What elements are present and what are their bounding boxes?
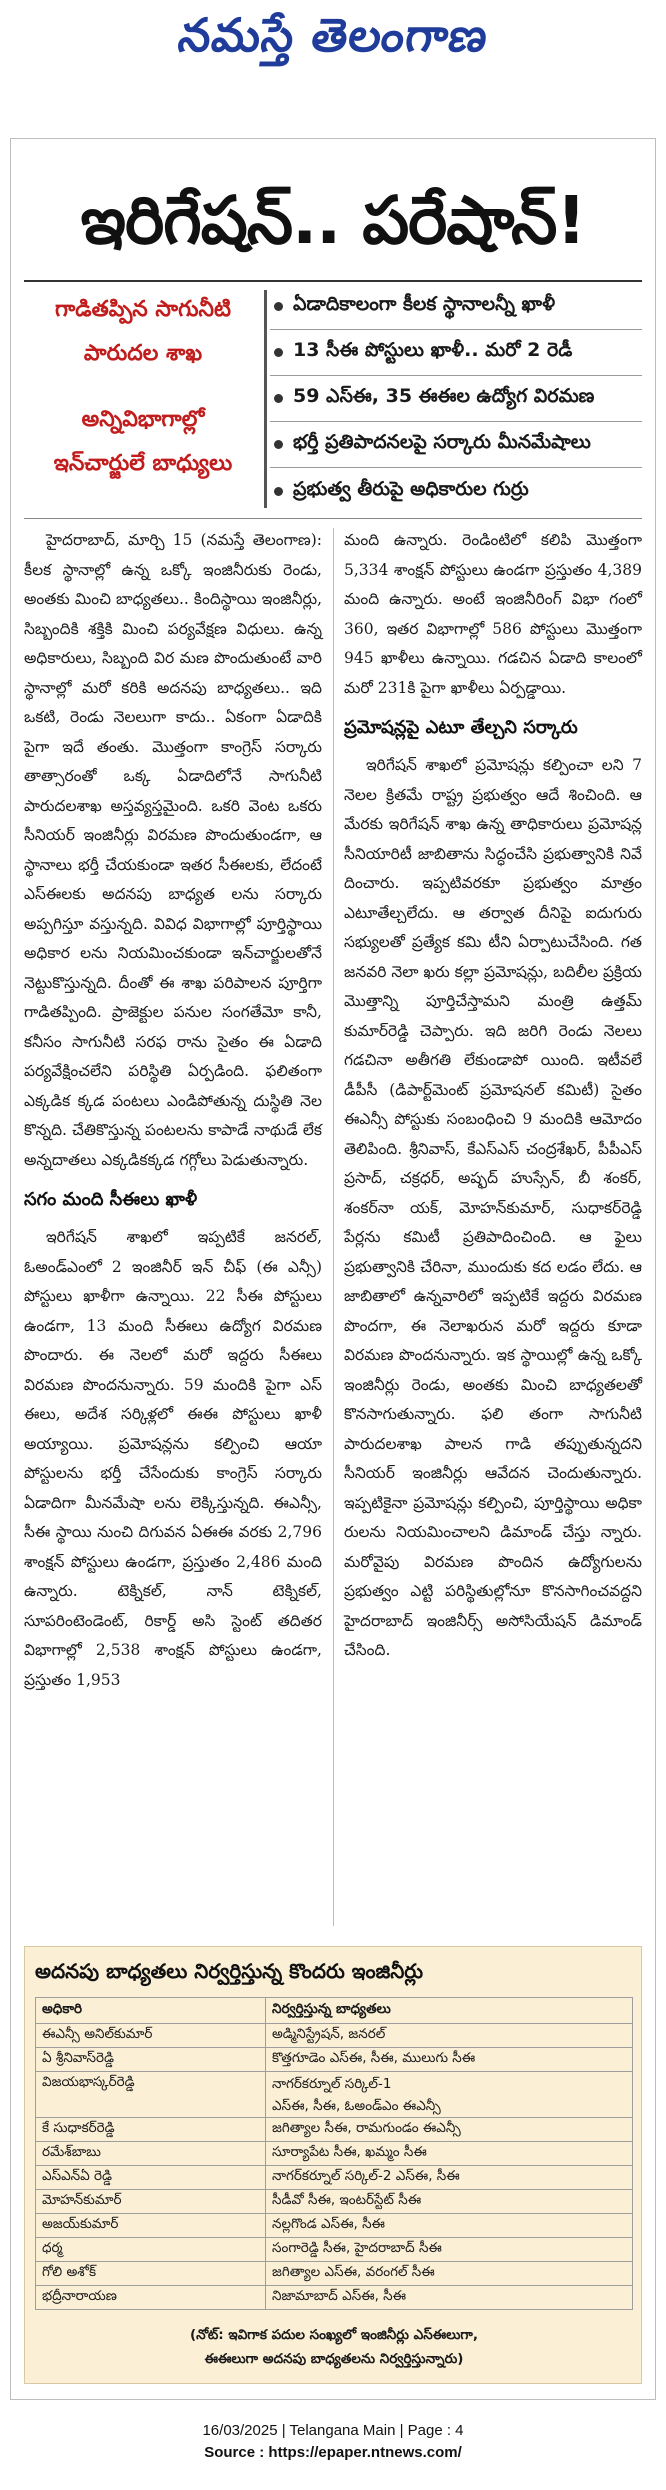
kicker-primary [24, 288, 262, 376]
table-note [35, 2323, 633, 2371]
duties-cell: సీడీవో సీఈ, ఇంటర్‌స్టేట్ సీఈ [266, 2190, 633, 2214]
kicker-secondary-line: అన్నివిభాగాల్లో [81, 407, 205, 432]
officer-cell: గోలి అశోక్ [36, 2262, 266, 2286]
duties-line: నాగర్‌కర్నూల్ సర్కిల్-1 [272, 2075, 392, 2092]
table-header-row [36, 1998, 633, 2024]
bullet-dot-icon [274, 394, 283, 403]
table-row [36, 2214, 633, 2238]
table-row [36, 2072, 633, 2118]
source-link[interactable]: Source : https://epaper.ntnews.com/ [204, 2444, 462, 2461]
table-row [36, 2118, 633, 2142]
duties-cell: జగిత్యాల సీఈ, రామగుండం ఈఎన్సీ [266, 2118, 633, 2142]
bullet-item [270, 376, 642, 422]
bullet-dot-icon [274, 487, 283, 496]
table-header-duties: నిర్వర్తిస్తున్న బాధ్యతలు [266, 1998, 633, 2024]
kicker-secondary-line: ఇన్‌చార్జులే బాధ్యులు [53, 451, 233, 476]
bullet-text: భర్తీ ప్రతిపాదనలపై సర్కారు మీనమేషాలు [293, 431, 591, 453]
kicker-secondary [24, 398, 262, 486]
officer-cell: ఈఎన్సీ అనిల్‌కుమార్ [36, 2024, 266, 2048]
paragraph: హైదరాబాద్, మార్చి 15 (నమస్తే తెలంగాణ): కీలక స్థానాల్లో ఉన్న ఒక్కో ఇంజినీరుకు రెండు, అంతకు మించి బాధ్యతలు.. కిందిస్థాయి ఇంజినీర్లు, సిబ్బందికి శక్తికి మించి పర్యవేక్షణ విధులు. ఉన్న అధికారులు, సిబ్బంది విర మణ పొందుతుంటే వారి స్థానాల్లో మరో కరికి అదనపు బాధ్యతలు.. ఇది ఒకటి, రెండు నెలలుగా కాదు.. ఏకంగా ఏడాదికి పైగా ఇదే తంతు. మొత్తంగా కాంగ్రెస్ సర్కారు తాత్సారంతో ఒక్క ఏడాదిలోనే సాగునీటి పారుదలశాఖ అస్తవ్యస్తమైంది. ఒకరి వెంట ఒకరు సీనియర్ ఇంజినీర్లు విరమణ పొందుతుండగా, ఆ స్థానాలు భర్తీ చేయకుండా ఇతర సీఈలకు, లేదంటే ఎస్‌ఈలకు అదనపు బాధ్యత లను సర్కారు అప్పగిస్తూ వస్తున్నది. వివిధ విభాగాల్లో పూర్తిస్థాయి అధికార లను నియమించకుండా ఇన్‌చార్జులతోనే నెట్టుకొస్తున్నది. దీంతో ఈ శాఖ పరిపాలన పూర్తిగా గాడితప్పింది. ప్రాజెక్టుల పనుల సంగతేమో కానీ, కనీసం సాగునీటి సరఫ రాను సైతం ఈ ఏడాది పర్యవేక్షించలేని పరిస్థితి ఏర్పడింది. ఫలితంగా ఎక్కడిక క్కడ పంటలు ఎండిపోతున్న దుస్థితి నెల కొన్నది. చేతికొస్తున్న పంటలను కాపాడే నాథుడే లేక అన్నదాతలు ఎక్కడికక్కడ గగ్గోలు పెడుతున్నారు. [24, 531, 322, 1169]
duties-cell: జగిత్యాల ఎస్‌ఈ, వరంగల్ సీఈ [266, 2262, 633, 2286]
table-row [36, 2262, 633, 2286]
newspaper-logo: నమస్తే తెలంగాణ [175, 8, 493, 62]
kicker-primary-line: పారుదల శాఖ [83, 341, 203, 366]
duties-cell: కొత్తగూడెం ఎస్‌ఈ, సీఈ, ములుగు సీఈ [266, 2048, 633, 2072]
bullet-text: ప్రభుత్వ తీరుపై అధికారుల గుర్రు [293, 477, 529, 500]
table-title: అదనపు బాధ్యతలు నిర్వర్తిస్తున్న కొందరు ఇంజినీర్లు [35, 1959, 424, 1983]
bullet-dot-icon [274, 348, 283, 357]
duties-cell: అడ్మినిస్ట్రేషన్, జనరల్ [266, 2024, 633, 2048]
paragraph: మంది ఉన్నారు. రెండింటిలో కలిపి మొత్తంగా 5,334 శాంక్షన్ పోస్టులు ఉండగా ప్రస్తుతం 4,389 మంది ఉన్నారు. అంటే ఇంజినీరింగ్ విభా గంలో 360, ఇతర విభాగాల్లో 586 పోస్టులు మొత్తంగా 945 ఖాళీలు ఉన్నాయి. గడచిన ఏడాది కాలంలో మరో 231కి పైగా ఖాళీలు ఏర్పడ్డాయి. [344, 531, 642, 697]
section-rule [24, 518, 642, 519]
bullet-divider [264, 290, 267, 508]
bullet-item [270, 468, 642, 514]
subheading: సగం మంది సీఈలు ఖాళీ [24, 1189, 198, 1210]
kicker-primary-line: గాడితప్పిన సాగునీటి [55, 297, 231, 322]
table-header-officer: అధికారి [36, 1998, 266, 2024]
article-column-right [344, 526, 642, 1666]
bullet-dot-icon [274, 302, 283, 311]
table-row [36, 2190, 633, 2214]
officer-cell: ధర్మ [36, 2238, 266, 2262]
responsibilities-table [35, 1997, 633, 2310]
duties-cell: నాగర్‌కర్నూల్ సర్కిల్-2 ఎస్‌ఈ, సీఈ [266, 2166, 633, 2190]
duties-cell [266, 2072, 633, 2118]
officer-cell: అజయ్‌కుమార్ [36, 2214, 266, 2238]
table-row [36, 2142, 633, 2166]
table-row [36, 2286, 633, 2310]
officer-cell: రమేశ్‌బాబు [36, 2142, 266, 2166]
headline-rule [24, 280, 642, 282]
bullet-item [270, 422, 642, 468]
article-headline: ఇరిగేషన్.. పరేషాన్! [80, 182, 586, 259]
officer-cell: మోహన్‌కుమార్ [36, 2190, 266, 2214]
table-note-line: (నోట్: ఇవిగాక పదుల సంఖ్యలో ఇంజినీర్లు ఎస్‌ఈలుగా, [190, 2327, 478, 2343]
duties-cell: నల్లగొండ ఎస్‌ఈ, సీఈ [266, 2214, 633, 2238]
duties-line: ఎస్‌ఈ, సీఈ, ఓఅండ్‌ఎం ఈఎన్సీ [272, 2097, 441, 2114]
bullet-dot-icon [274, 440, 283, 449]
table-row [36, 2048, 633, 2072]
subheading: ప్రమోషన్లపై ఎటూ తేల్చని సర్కారు [344, 717, 578, 738]
edition-meta: 16/03/2025 | Telangana Main | Page : 4 [202, 2422, 464, 2439]
column-divider [333, 528, 334, 1926]
masthead [0, 0, 666, 80]
duties-cell: సంగారెడ్డి సీఈ, హైదరాబాద్ సీఈ [266, 2238, 633, 2262]
bullet-text: 59 ఎస్‌ఈ, 35 ఈఈల ఉద్యోగ విరమణ [293, 385, 595, 407]
bullet-item [270, 284, 642, 330]
table-row [36, 2024, 633, 2048]
paragraph: ఇరిగేషన్ శాఖలో ప్రమోషన్లు కల్పించా లని 7 నెలల క్రితమే రాష్ట్ర ప్రభుత్వం ఆదే శించింది. ఆ మేరకు ఇరిగేషన్ శాఖ ఉన్న తాధికారులు ప్రమోషన్ల సీనియారిటీ జాబితాను సిద్ధంచేసి ప్రభుత్వానికి నివే దించారు. ఇప్పటివరకూ ప్రభుత్వం మాత్రం ఎటూతేల్చలేదు. ఆ తర్వాత దీనిపై ఐదుగురు సభ్యులతో ప్రత్యేక కమి టీని ఏర్పాటుచేసింది. గత జనవరి నెలా ఖరు కల్లా ప్రమోషన్లు, బదిలీల ప్రక్రియ మొత్తాన్ని పూర్తిచేస్తామని మంత్రి ఉత్తమ్ కుమార్‌రెడ్డి చెప్పారు. ఇది జరిగి రెండు నెలలు గడచినా అతీగతి లేకుండాపో యింది. ఇటీవలే డీపీసీ (డిపార్ట్‌మెంట్ ప్రమోషనల్ కమిటీ) సైతం ఈఎన్సీ పోస్టుకు సంబంధించి 9 మందికి ఆమోదం తెలిపింది. శ్రీనివాస్, కేఎస్‌ఎస్ చంద్రశేఖర్, పీపీఎస్ ప్రసాద్, చక్రధర్, అష్ఫద్ హుస్సేన్, బీ శంకర్, శంకర్‌నా యక్, మోహన్‌కుమార్, సుధాకర్‌రెడ్డి పేర్లను కమిటీ ప్రతిపాదించింది. ఆ ఫైలు ప్రభుత్వానికి చేరినా, ముందుకు కద లడం లేదు. ఆ జాబితాలో ఉన్నవారిలో ఇప్పటికే ఇద్దరు విరమణ పొందగా, ఈ నెలాఖరున మరో ఇద్దరు కూడా విరమణ పొందనున్నారు. ఇక స్థాయిల్లో ఉన్న ఒక్కో ఇంజినీర్లు రెండు, అంతకు మించి బాధ్యతలతో కొనసాగుతున్నారు. ఫలి తంగా సాగునీటి పారుదలశాఖ పాలన గాడి తప్పుతున్నదని సీనియర్ ఇంజినీర్లు ఆవేదన చెందుతున్నారు. ఇప్పటికైనా ప్రమోషన్లు కల్పించి, పూర్తిస్థాయి అధికా రులను నియమించాలని డిమాండ్ చేస్తు న్నారు. మరోవైపు విరమణ పొందిన ఉద్యోగులను ప్రభుత్వం ఎట్టి పరిస్థితుల్లోనూ కొనసాగించవద్దని హైదరాబాద్ ఇంజినీర్స్ అసోసియేషన్ డిమాండ్ చేసింది. [344, 756, 642, 1659]
table-row [36, 2166, 633, 2190]
bullet-text: 13 సీఈ పోస్టులు ఖాళీ.. మరో 2 రెడీ [293, 339, 573, 361]
bullet-item [270, 330, 642, 376]
duties-cell: సూర్యాపేట సీఈ, ఖమ్మం సీఈ [266, 2142, 633, 2166]
table-row [36, 2238, 633, 2262]
highlight-bullets [270, 284, 642, 514]
officer-cell: కే సుధాకర్‌రెడ్డి [36, 2118, 266, 2142]
bullet-text: ఏడాదికాలంగా కీలక స్థానాలన్నీ ఖాళీ [293, 293, 556, 315]
paragraph: ఇరిగేషన్ శాఖలో ఇప్పటికే జనరల్, ఓఅండ్‌ఎంలో 2 ఇంజినీర్ ఇన్ చీఫ్ (ఈ ఎన్సీ) పోస్టులు ఖాళీగా ఉన్నాయి. 22 సీఈ పోస్టులు ఉండగా, 13 మంది సీఈలు ఉద్యోగ విరమణ పొందారు. ఈ నెలలో మరో ఇద్దరు సీఈలు విరమణ పొందనున్నారు. 59 మందికి పైగా ఎస్ ఈలు, అదేశ సర్కిళ్లలో ఈఈ పోస్టులు ఖాళీ అయ్యాయి. ప్రమోషన్లను కల్పించి ఆయా పోస్టులను భర్తీ చేసేందుకు కాంగ్రెస్ సర్కారు ఏడాదిగా మీనమేషా లను లెక్కిస్తున్నది. ఈఎన్సీ, సీఈ స్థాయి నుంచి దిగువన ఏఈఈ వరకు 2,796 శాంక్షన్ పోస్టులు ఉండగా, ప్రస్తుతం 2,486 మంది ఉన్నారు. టెక్నికల్, నాన్ టెక్నికల్, సూపరింటెండెంట్, రికార్డ్ అసి స్టెంట్ తదితర విభాగాల్లో 2,538 శాంక్షన్ పోస్టులు ఉండగా, ప్రస్తుతం 1,953 [24, 1228, 322, 1689]
table-note-line: ఈఈలుగా అదనపు బాధ్యతలను నిర్వర్తిస్తున్నారు) [204, 2351, 464, 2367]
article-column-left [24, 526, 322, 1695]
officer-cell: ఏ శ్రీనివాస్‌రెడ్డి [36, 2048, 266, 2072]
officer-cell: విజయభాస్కర్‌రెడ్డి [36, 2072, 266, 2118]
duties-cell: నిజామాబాద్ ఎస్‌ఈ, సీఈ [266, 2286, 633, 2310]
responsibilities-box [24, 1946, 642, 2384]
kicker-block [24, 288, 262, 500]
officer-cell: ఎస్ఎన్ఏ రెడ్డి [36, 2166, 266, 2190]
page-footer [0, 2420, 666, 2464]
officer-cell: భద్రీనారాయణ [36, 2286, 266, 2310]
